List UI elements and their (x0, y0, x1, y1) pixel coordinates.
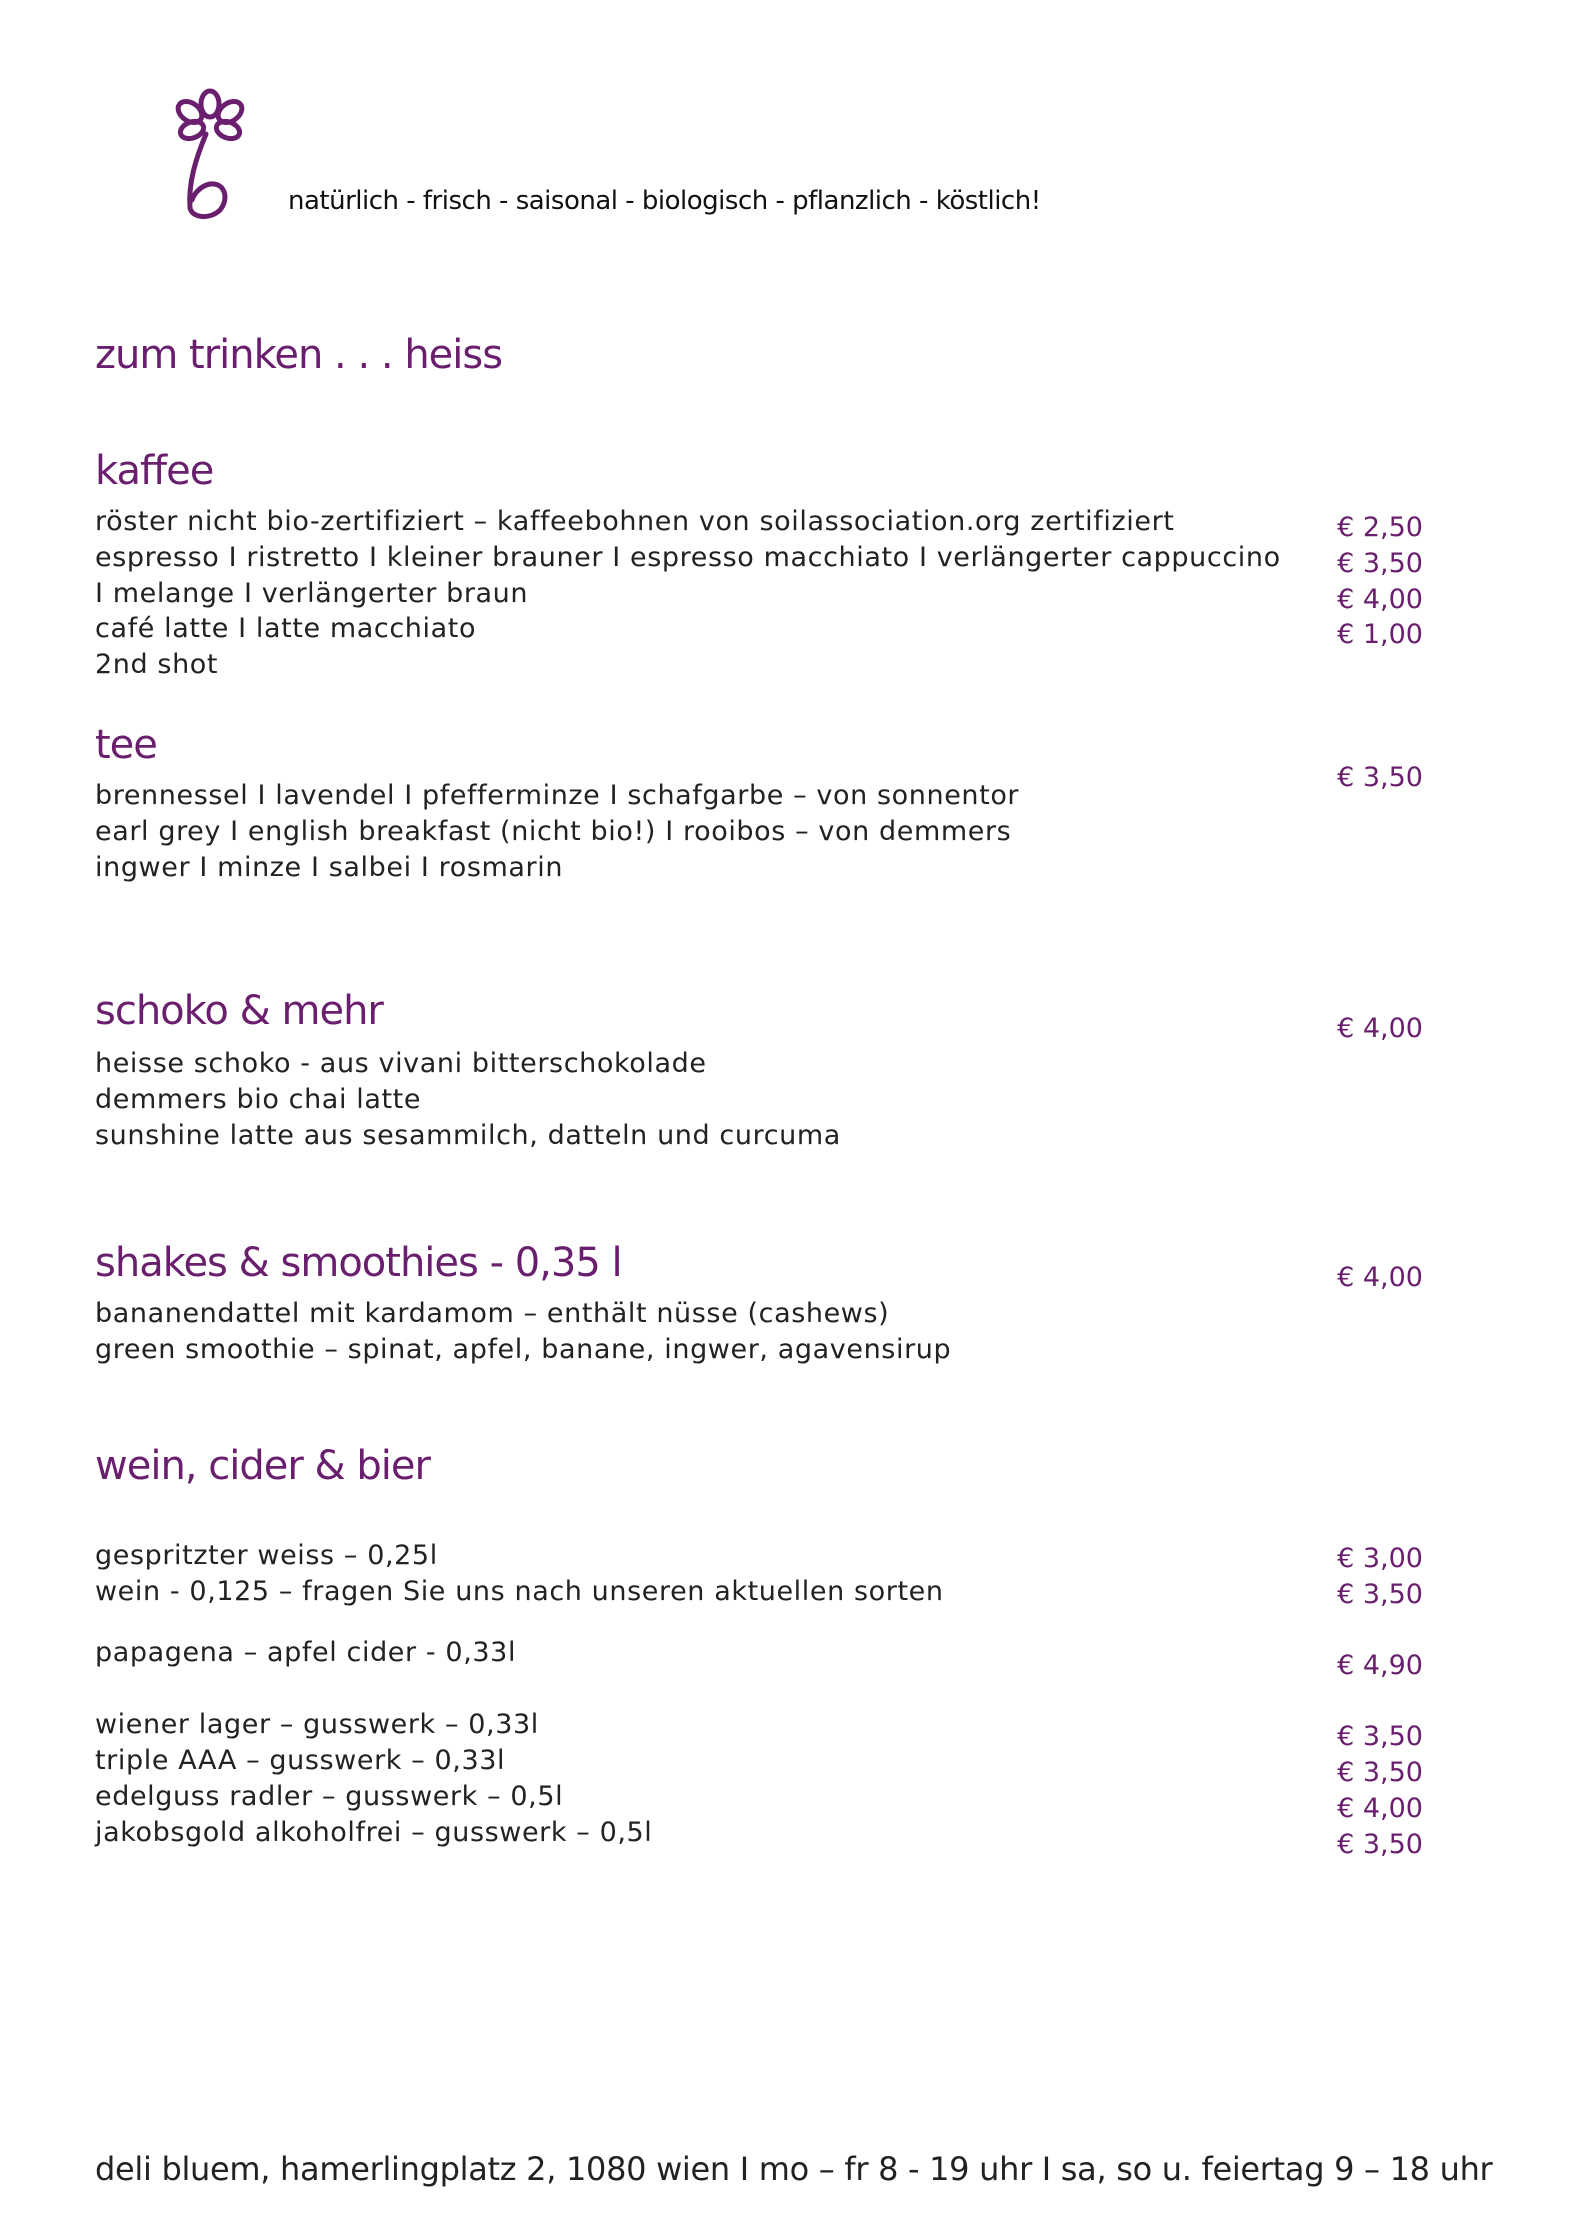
menu-line: wein - 0,125 – fragen Sie uns nach unseren aktuellen sorten (95, 1576, 944, 1607)
section-title-schoko: schoko & mehr (95, 988, 383, 1034)
price: € 3,50 (1337, 1721, 1423, 1752)
menu-line: jakobsgold alkoholfrei – gusswerk – 0,5l (95, 1817, 653, 1848)
menu-line: papagena – apfel cider - 0,33l (95, 1637, 517, 1668)
menu-line: I melange I verlängerter braun (95, 578, 529, 609)
section-title-shakes: shakes & smoothies - 0,35 l (95, 1240, 622, 1286)
price: € 2,50 (1337, 512, 1423, 543)
price: € 4,00 (1337, 1013, 1423, 1044)
tagline: natürlich - frisch - saisonal - biologisch - pflanzlich - köstlich! (288, 186, 1041, 216)
menu-line: heisse schoko - aus vivani bitterschokolade (95, 1048, 707, 1079)
menu-line: brennessel I lavendel I pfefferminze I schafgarbe – von sonnentor (95, 780, 1020, 811)
page-heading: zum trinken . . . heiss (95, 332, 503, 378)
price: € 3,00 (1337, 1543, 1423, 1574)
footer-address: deli bluem, hamerlingplatz 2, 1080 wien I mo – fr 8 - 19 uhr I sa, so u. feiertag 9 – 18 uhr (95, 2150, 1493, 2188)
price: € 1,00 (1337, 619, 1423, 650)
price: € 4,00 (1337, 1793, 1423, 1824)
section-title-kaffee: kaffee (95, 448, 214, 494)
price: € 4,90 (1337, 1650, 1423, 1681)
section-title-wein: wein, cider & bier (95, 1443, 430, 1489)
menu-line: demmers bio chai latte (95, 1084, 422, 1115)
menu-line: green smoothie – spinat, apfel, banane, ingwer, agavensirup (95, 1334, 952, 1365)
price: € 3,50 (1337, 762, 1423, 793)
price: € 4,00 (1337, 1262, 1423, 1293)
menu-line: röster nicht bio-zertifiziert – kaffeebohnen von soilassociation.org zertifiziert (95, 506, 1175, 537)
menu-line: 2nd shot (95, 649, 219, 680)
menu-line: café latte I latte macchiato (95, 613, 477, 644)
menu-line: bananendattel mit kardamom – enthält nüsse (cashews) (95, 1298, 890, 1329)
price: € 4,00 (1337, 584, 1423, 615)
menu-line: edelguss radler – gusswerk – 0,5l (95, 1781, 564, 1812)
menu-line: sunshine latte aus sesammilch, datteln und curcuma (95, 1120, 841, 1151)
flower-b-logo-icon (150, 88, 270, 223)
menu-line: ingwer I minze I salbei I rosmarin (95, 852, 564, 883)
menu-line: espresso I ristretto I kleiner brauner I espresso macchiato I verlängerter cappuccino (95, 542, 1281, 573)
menu-line: gespritzter weiss – 0,25l (95, 1540, 438, 1571)
menu-line: wiener lager – gusswerk – 0,33l (95, 1709, 539, 1740)
section-title-tee: tee (95, 722, 157, 768)
price: € 3,50 (1337, 1757, 1423, 1788)
price: € 3,50 (1337, 548, 1423, 579)
price: € 3,50 (1337, 1579, 1423, 1610)
menu-line: triple AAA – gusswerk – 0,33l (95, 1745, 506, 1776)
price: € 3,50 (1337, 1829, 1423, 1860)
menu-line: earl grey I english breakfast (nicht bio!) I rooibos – von demmers (95, 816, 1012, 847)
